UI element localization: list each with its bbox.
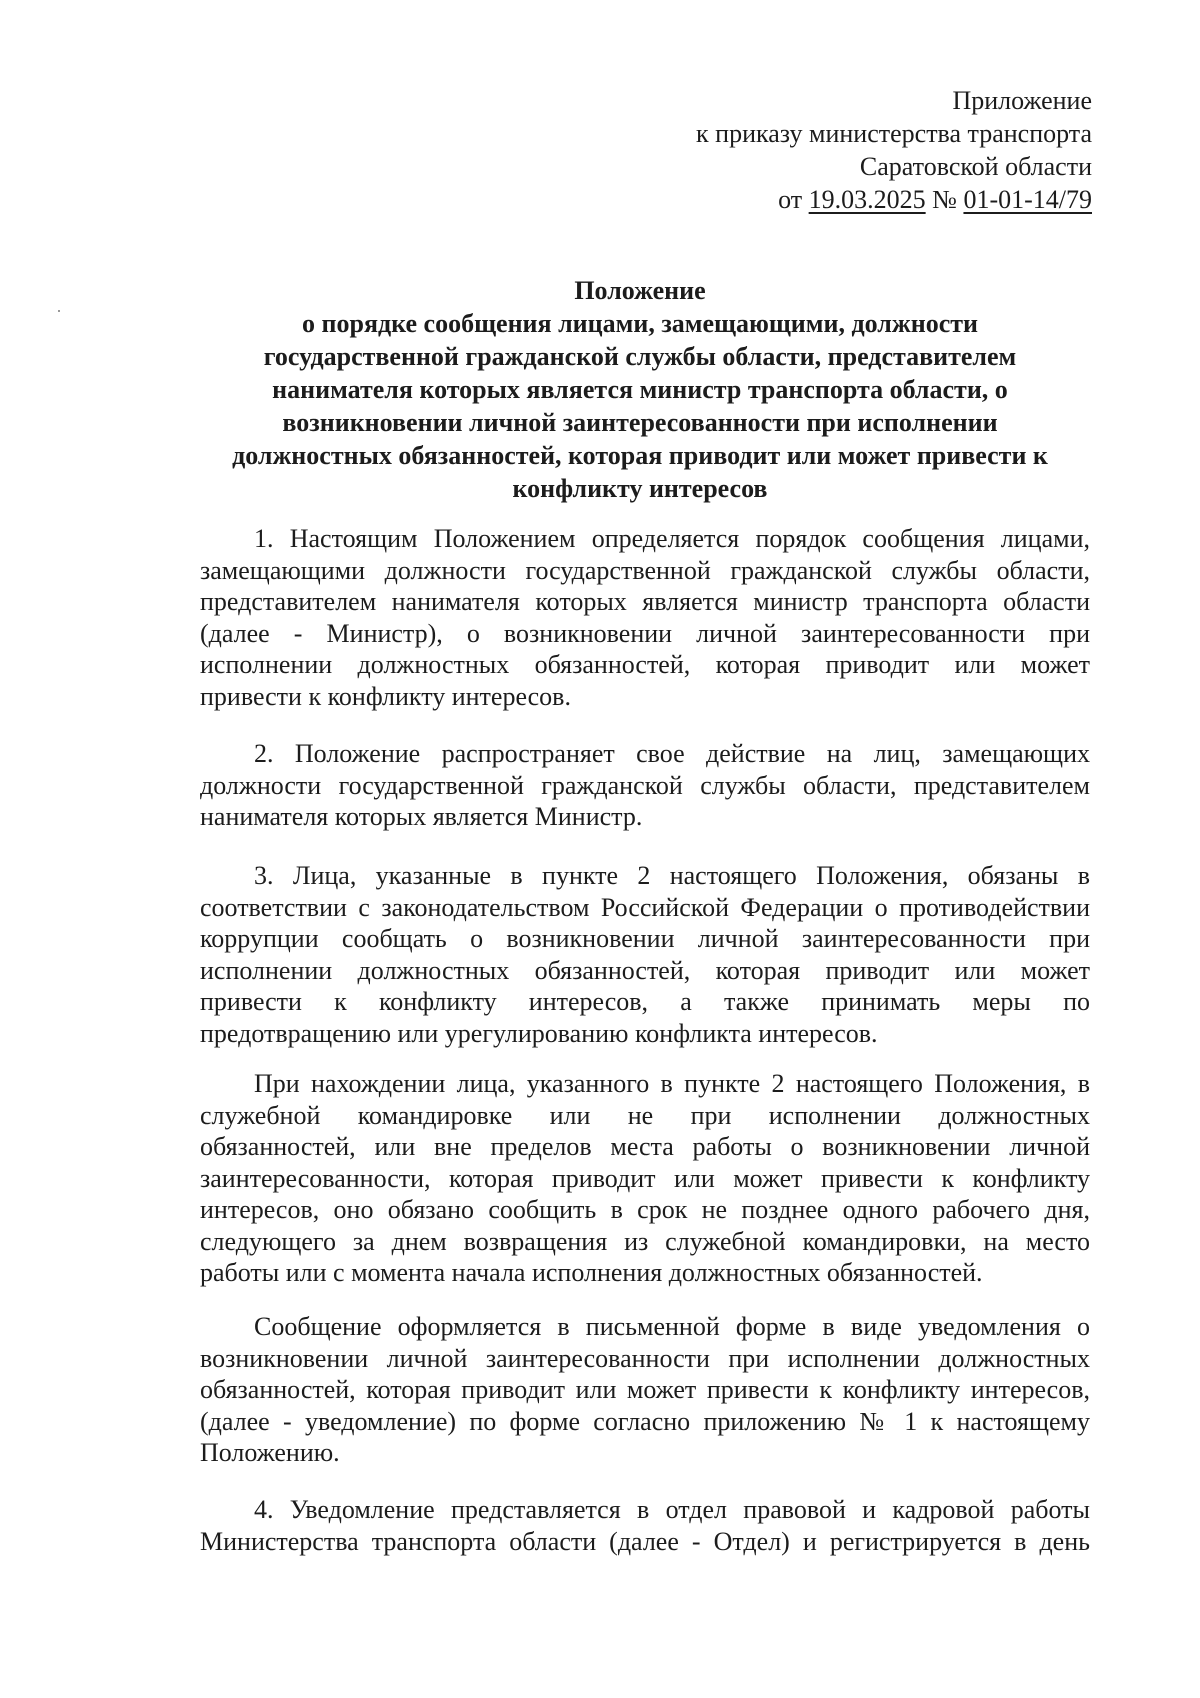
paragraph-line: привести к конфликту интересов, а также принимать меры по <box>200 987 1090 1016</box>
paragraph-line: исполнении должностных обязанностей, которая приводит или может <box>200 955 1090 985</box>
appendix-header <box>696 84 1092 216</box>
scan-speck <box>58 310 60 312</box>
paragraph-line: привести к конфликту интересов. <box>200 681 571 711</box>
paragraph-line: работы или с момента начала исполнения должностных обязанностей. <box>200 1258 983 1287</box>
paragraph-line: интересов, оно обязано сообщить в срок не позднее одного рабочего дня, <box>200 1195 1090 1224</box>
paragraph-line: следующего за днем возвращения из служебной командировки, на место <box>200 1226 1090 1256</box>
number-prefix: № <box>925 185 964 214</box>
title-line: должностных обязанностей, которая приводит или может привести к <box>232 441 1048 470</box>
appendix-label: Приложение <box>952 86 1092 115</box>
paragraph-notification-form <box>200 1311 1090 1469</box>
paragraph-line: обязанностей, или вне пределов места работы о возникновении личной <box>200 1132 1090 1161</box>
paragraph-3-continued <box>200 1068 1090 1289</box>
paragraph-1 <box>200 523 1090 712</box>
paragraph-line: возникновении личной заинтересованности при исполнении должностных <box>200 1343 1090 1373</box>
paragraph-4 <box>200 1494 1090 1557</box>
paragraph-line: 1. Настоящим Положением определяется порядок сообщения лицами, <box>254 524 1090 553</box>
paragraph-line: Положению. <box>200 1438 340 1467</box>
paragraph-line: замещающими должности государственной гражданской службы области, <box>200 555 1090 585</box>
order-number: 01-01-14/79 <box>963 185 1092 214</box>
paragraph-line: Сообщение оформляется в письменной форме в виде уведомления о <box>254 1312 1090 1341</box>
paragraph-line: коррупции сообщать о возникновении личной заинтересованности при <box>200 924 1090 953</box>
paragraph-line: обязанностей, которая приводит или может привести к конфликту интересов, <box>200 1375 1090 1404</box>
document-title <box>200 274 1080 505</box>
title-line: Положение <box>574 276 706 305</box>
paragraph-line: 4. Уведомление представляется в отдел правовой и кадровой работы <box>254 1495 1090 1524</box>
paragraph-line: (далее - Министр), о возникновении личной заинтересованности при <box>200 618 1090 648</box>
order-reference: к приказу министерства транспорта <box>696 119 1092 148</box>
paragraph-line: должности государственной гражданской службы области, представителем <box>200 770 1090 800</box>
order-date-number <box>696 183 1092 216</box>
region-name: Саратовской области <box>859 152 1092 181</box>
paragraph-line: служебной командировке или не при исполнении должностных <box>200 1100 1090 1130</box>
paragraph-line: Министерства транспорта области (далее - Отдел) и регистрируется в день <box>200 1526 1090 1556</box>
paragraph-2 <box>200 738 1090 833</box>
title-line: возникновении личной заинтересованности при исполнении <box>282 408 998 437</box>
paragraph-line: нанимателя которых является Министр. <box>200 802 643 831</box>
paragraph-line: исполнении должностных обязанностей, которая приводит или может <box>200 650 1090 679</box>
date-prefix: от <box>778 185 809 214</box>
paragraph-line: 3. Лица, указанные в пункте 2 настоящего Положения, обязаны в <box>254 861 1090 890</box>
paragraph-line: 2. Положение распространяет свое действие на лиц, замещающих <box>254 739 1090 768</box>
paragraph-line: При нахождении лица, указанного в пункте 2 настоящего Положения, в <box>254 1069 1090 1098</box>
title-line: государственной гражданской службы области, представителем <box>263 342 1017 371</box>
paragraph-line: (далее - уведомление) по форме согласно приложению № 1 к настоящему <box>200 1406 1090 1436</box>
title-line: о порядке сообщения лицами, замещающими, должности <box>302 309 978 338</box>
paragraph-line: предотвращению или урегулированию конфликта интересов. <box>200 1018 878 1048</box>
title-line: конфликту интересов <box>512 474 768 503</box>
paragraph-line: соответствии с законодательством Российской Федерации о противодействии <box>200 892 1090 922</box>
paragraph-3 <box>200 860 1090 1049</box>
title-line: нанимателя которых является министр транспорта области, о <box>272 375 1008 404</box>
paragraph-line: заинтересованности, которая приводит или может привести к конфликту <box>200 1163 1090 1193</box>
order-date: 19.03.2025 <box>808 185 926 214</box>
paragraph-line: представителем нанимателя которых является министр транспорта области <box>200 587 1090 616</box>
